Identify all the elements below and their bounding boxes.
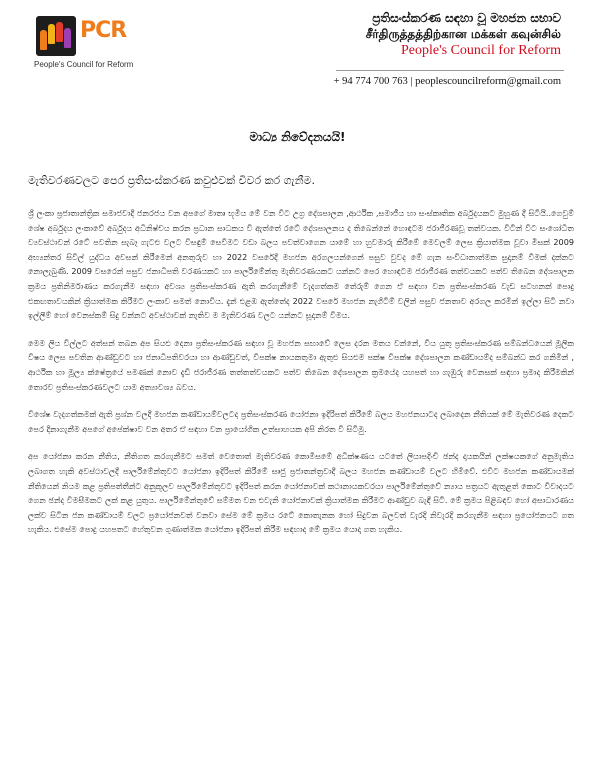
logo-subtitle: People's Council for Reform <box>34 60 134 69</box>
paragraph: ශ්‍රී ලංකා ප්‍රජාතාන්ත්‍රික සමාජවාදී ජනරජය වන අපගේ මාතෘ භූමිය මේ වන විට උග්‍ර දේශපාලන ,ආර්ථික ,සමාජීය හා සංස්කෘතික අර්බුදයකට මුහුණ දී සිටියි..ගෙවුම් ශේෂ අර්බුදය ලංකාවේ අර්බුදය අධිනිෂ්චය කරන ප්‍රධාන සාධකය වී ඇත්තේ රටේ දේශපාලනය ද තිබෙන්නේ හොඳටම ජරාජීරණවූ තත්වයක. විටින් විට සංශෝධිත ව්‍යවස්ථාවන් රටේ පවතින සැබෑ ගැටළු වලට විසඳුම් සෙවීමට වඩා බලය පවත්වාගෙන යාමේ හා හුවමාරු කිරීමේ මෙවලම් ලෙස ක්‍රියාත්මක වූවා මිසක් 2009 අභ්‍යන්තර සිවිල් යුද්ධය අවසන් කිරීමෙන් අනතුරුව හා 2022 වසරේදී මහජන අරගලයන්ගෙන් පසුව වුවද මේ ගැන සංවිධානාත්මක සුදානම් වීමක් දක්නට නොලැබුණි. 2009 වසරෙන් පසුව ජනාධිපති වරණයකට හා පාර්ලිමේන්තු මැතිවරණයකට යන්නට පෙර හොඳටම ජරාජීරණ තත්වයකට පත්ව තිබෙන දේශපාලන ක්‍රමය ප්‍රතිනිර්මාණය කරගැනීම සඳහා අවශ්‍ය ප්‍රතිසංස්කරණ ඇති කරගැනීමේ වැදගත්කම තේරුම් ගෙන ඒ සඳහා වන ප්‍රතිසංස්කරණ වැඩ සටහනක් පොදු එකඟතාවයකින් ක්‍රියාත්මක කිරීමට ලංකාව සමත් නොවිය. දැන් එළඹ ඇත්තේද 2022 වසරේ මහජන නැගිටීම් වලින් පසුව ජනතාව අරගල කරමින් ඉල්ලා සිටි නවා ඉල්ලීම් හෝ වෙනස්කම් සිදු වන්නට අවස්ථාවක් නැතිව ම මැතිවරණ වලට යන්නට සූදානම් වීමය. <box>28 208 574 321</box>
org-name-sinhala: ප්‍රතිසංස්කරණ සඳහා වූ මහජන සභාව <box>372 11 561 25</box>
header-divider <box>336 70 564 71</box>
document-body <box>28 206 574 550</box>
pcr-logo <box>32 14 158 76</box>
paragraph: මෙම ලිය විල්ලට අත්සන් තබන අප සියළු දෙනා ප්‍රතිසංස්කරණ සඳහා වූ මහජන සභාවේ ලෙස දරන මතය වන්නේ, වීය යුතු ප්‍රතිසංස්කරණ සම්බන්ධයෙන් මූලික විෂය ලෙස පවතින ආණ්ඩුවට හා ජනාධිපතිවරයා හා ආණ්ඩුවත්, විපක්ෂ නායකතුමා ඇතුළු සියළුම පක්ෂ විපක්ෂ දේශපාලන කණ්ඩායම්ද සම්බන්ධ කර ගනිමින් , ආර්ථික හා මූල්‍ය ක්ෂේත්‍රයේ පමණක් නොව දැඩි ජරාජීරණ තත්තත්වයකට පත්ව තිබෙන දේශපාලන ක්‍රමයේද යහපත් හා ගැඹුරු වෙනසක් සඳහා ප්‍රමාද කිරීමකින් තොරව ප්‍රතිසංස්කරණවලට යාම අත්‍යාවශ්‍ය බවය. <box>28 337 574 392</box>
document-title: මාධ්‍ය නිවේදනයයි! <box>249 130 346 144</box>
contact-line: + 94 774 700 763 | peoplescouncilreform@gmail.com <box>333 76 561 87</box>
org-name-tamil: சீர்திருத்தத்திற்கான மக்கள் கவுன்சில் <box>365 27 561 41</box>
raised-hands-icon <box>36 16 76 56</box>
org-name-english: People's Council for Reform <box>401 43 561 58</box>
paragraph: විශේෂ වැදගත්කමක් ඇති ප්‍රශ්න වලදී මහජන කණ්ඩායම්වලටද ප්‍රතිසංස්කරණ යෝජනා ඉදිරිපත් කිරීමේ බලය මහජනයාටද ලබාදෙන නීතියක් මේ මැතිවරණ දෙකට පෙර දිනාගැනීම අපගේ අපේක්ෂාව වන අතර ඒ සඳහා වන ප්‍රායෝගික උත්සාහයක අපි නිරත වී සිටිමු. <box>28 409 574 434</box>
paragraph: අප යෝජනා කරන නීතිය, නීතිගත කරගැනීමට සමත් වෙතොත් මැතිවරණ කොමිසමේ අධීක්ෂණය යටතේ ලියාපදිංචි ඡන්ද දායකයින් ලක්ෂයකගේ අනුමැතිය ලබාගත හැකි අවස්ථාවලදී පාර්ලිමේන්තුවට යෝජනා ඉදිරිපත් කිරීමේ සෘජු ප්‍රජාතන්ත්‍රවාදී බලය මහජන කණ්ඩායම් වලට හිමිවේ. එවිට මහජන කණ්ඩායමක් නීතියෙන් නියම කළ ප්‍රතිපත්තීන්ට අනුකූලව පාර්ලිමේන්තුවට ඉදිරිපත් කරන යෝජනාවක් කථානායකවරයා පාර්ලිමේන්තුවේ න්‍යාය පත්‍රයට ඇතුළත් කොට විවාදයට ගෙන ඡන්ද විමසීමකට ලක් කළ යුතුය. පාර්ලිමේන්තුවේ සම්මත වන එවැනි යෝජනාවක් ක්‍රියාත්මක කිරීමට ආණ්ඩුව බැඳී සිටී. මේ ක්‍රමය පිළිබඳව හෝ අසාධාරණය ලක්ව සිටින ජන කණ්ඩායම් වලට ප්‍රයෝජනවත් වනවා සේම මේ ක්‍රමය රටේ කොතැනක හෝ සිදුවන බලවත් වැරදි නිවැරදි කරගැනීම සඳහා ප්‍රයෝජනයට ගත හැකිය. එසේම පොදු යහපතට හේතුවන ගුණාත්මක යෝජනා ඉදිරිපත් කිරීම සඳහාද මේ ක්‍රමය යොදා ගත හැකිය. <box>28 451 574 535</box>
organization-names <box>366 10 561 59</box>
document-subtitle: මැතිවරණවලට පෙර ප්‍රතිසංස්කරණ කවුළුවක් විවර කර ගැනීම. <box>28 174 315 187</box>
logo-wordmark: PCR <box>80 18 127 43</box>
letterhead <box>0 0 595 100</box>
